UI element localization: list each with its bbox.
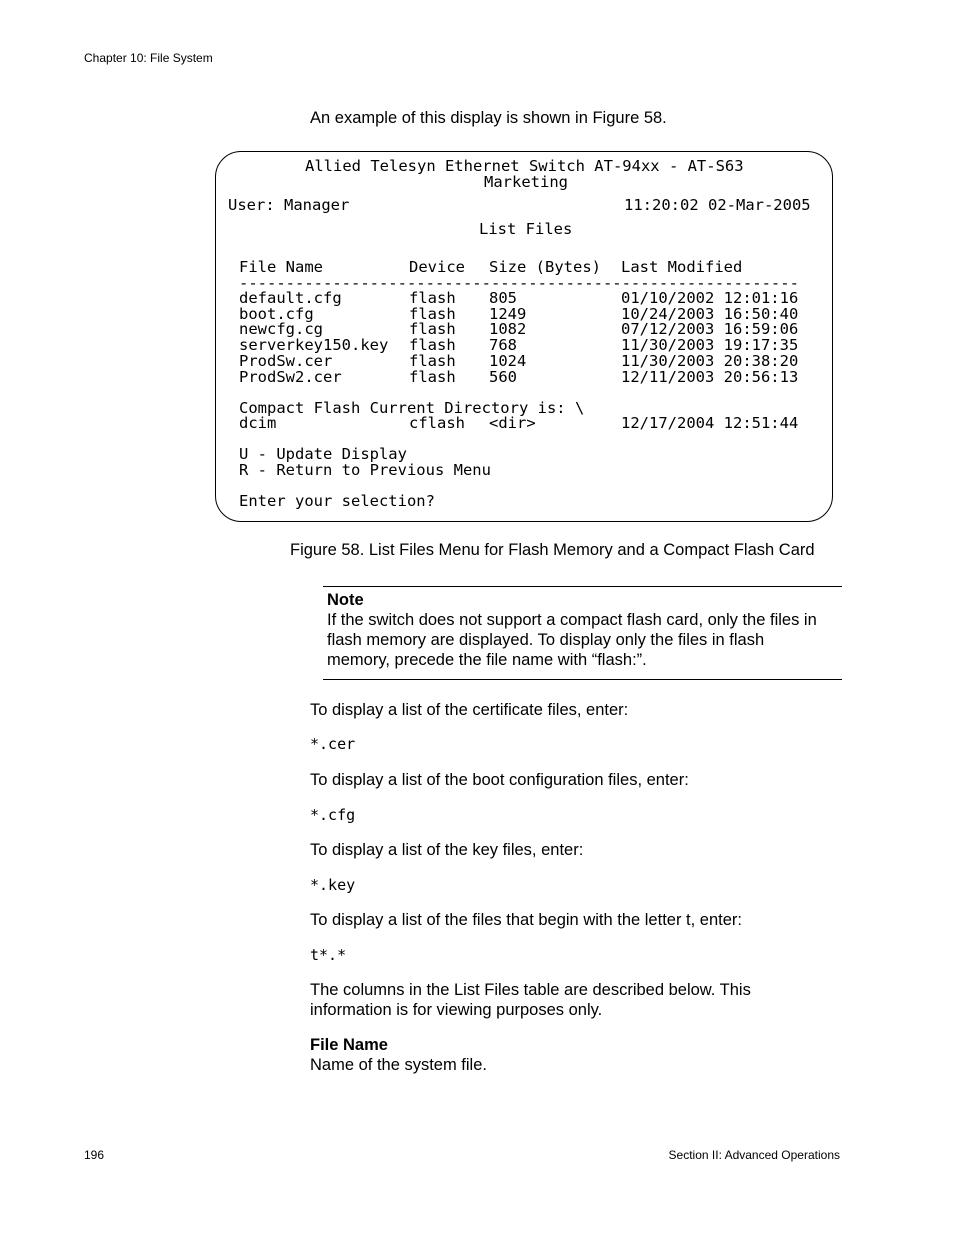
terminal-user: User: Manager [228, 196, 350, 214]
size-cell: 1024 [489, 352, 527, 370]
note-line: If the switch does not support a compact flash card, only the files in [327, 611, 817, 629]
columns-description-line: The columns in the List Files table are described below. This [310, 981, 751, 999]
modified-cell: 01/10/2002 12:01:16 [621, 289, 799, 307]
column-separator: ------------------------------------------------------------ [239, 275, 799, 291]
instruction-code: t*.* [310, 946, 347, 964]
size-cell: 1082 [489, 320, 527, 338]
instruction-code: *.cfg [310, 806, 356, 824]
modified-cell: 07/12/2003 16:59:06 [621, 320, 799, 338]
file-name-cell: ProdSw.cer [239, 352, 333, 370]
note-line: memory, precede the file name with “flash:”. [327, 651, 647, 669]
terminal-title: Allied Telesyn Ethernet Switch AT-94xx - AT-S63 [305, 157, 744, 175]
size-cell: 768 [489, 336, 517, 354]
column-header-size: Size (Bytes) [489, 258, 601, 276]
column-header-last-modified: Last Modified [621, 258, 743, 276]
instruction-text: To display a list of the certificate files, enter: [310, 701, 629, 719]
modified-cell: 12/17/2004 12:51:44 [621, 414, 799, 432]
modified-cell: 11/30/2003 20:38:20 [621, 352, 799, 370]
size-cell: <dir> [489, 414, 536, 432]
instruction-text: To display a list of the key files, enter: [310, 841, 584, 859]
column-header-device: Device [409, 258, 465, 276]
file-name-cell: dcim [239, 414, 277, 432]
device-cell: flash [409, 305, 456, 323]
terminal-subtitle: Marketing [484, 173, 568, 191]
note-line: flash memory are displayed. To display only the files in flash [327, 631, 765, 649]
file-name-cell: default.cfg [239, 289, 342, 307]
device-cell: flash [409, 289, 456, 307]
instruction-code: *.cer [310, 735, 356, 753]
device-cell: flash [409, 368, 456, 386]
file-name-cell: boot.cfg [239, 305, 314, 323]
file-name-cell: serverkey150.key [239, 336, 389, 354]
size-cell: 1249 [489, 305, 527, 323]
instruction-code: *.key [310, 876, 356, 894]
compact-flash-label: Compact Flash Current Directory is: \ [239, 399, 585, 417]
menu-option-update: U - Update Display [239, 445, 407, 463]
note-bottom-rule [323, 679, 842, 680]
page-number: 196 [84, 1148, 105, 1162]
section-footer: Section II: Advanced Operations [668, 1148, 840, 1162]
note-title: Note [327, 591, 364, 609]
file-name-cell: ProdSw2.cer [239, 368, 342, 386]
columns-description-line: information is for viewing purposes only. [310, 1001, 603, 1019]
file-name-cell: newcfg.cg [239, 320, 323, 338]
intro-paragraph: An example of this display is shown in Figure 58. [310, 109, 667, 127]
terminal-menu-title: List Files [479, 220, 573, 238]
device-cell: flash [409, 352, 456, 370]
chapter-header: Chapter 10: File System [84, 51, 213, 65]
field-description: Name of the system file. [310, 1056, 487, 1074]
figure-caption: Figure 58. List Files Menu for Flash Memory and a Compact Flash Card [290, 541, 815, 559]
field-title: File Name [310, 1036, 388, 1054]
modified-cell: 12/11/2003 20:56:13 [621, 368, 799, 386]
menu-option-return: R - Return to Previous Menu [239, 461, 491, 479]
selection-prompt: Enter your selection? [239, 492, 435, 510]
size-cell: 805 [489, 289, 517, 307]
terminal-timestamp: 11:20:02 02-Mar-2005 [624, 196, 811, 214]
device-cell: cflash [409, 414, 465, 432]
instruction-text: To display a list of the boot configuration files, enter: [310, 771, 689, 789]
device-cell: flash [409, 336, 456, 354]
instruction-text: To display a list of the files that begin with the letter t, enter: [310, 911, 742, 929]
note-top-rule [323, 586, 842, 587]
column-header-file-name: File Name [239, 258, 323, 276]
size-cell: 560 [489, 368, 517, 386]
device-cell: flash [409, 320, 456, 338]
modified-cell: 11/30/2003 19:17:35 [621, 336, 799, 354]
modified-cell: 10/24/2003 16:50:40 [621, 305, 799, 323]
